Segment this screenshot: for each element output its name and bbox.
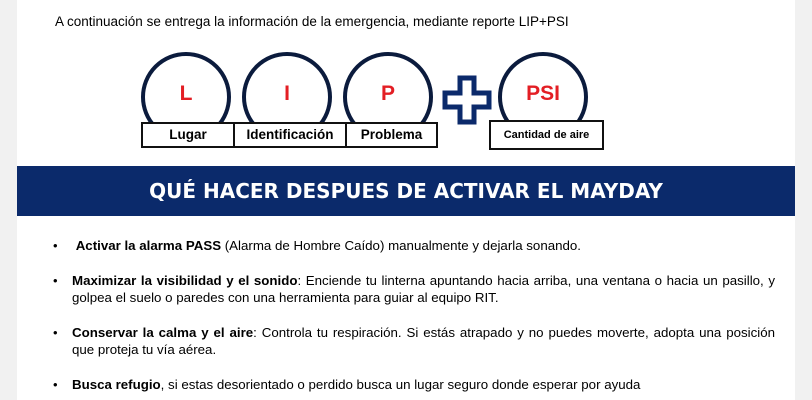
bullet-item-refugio [53, 376, 775, 394]
bullet-item-pass [53, 237, 775, 255]
psi-letter: PSI [526, 82, 560, 105]
psi-label: Cantidad de aire [489, 120, 604, 150]
bullet-bold: Busca refugio [72, 376, 161, 392]
lip-label-problema: Problema [345, 122, 438, 148]
bullet-dot: • [53, 238, 58, 253]
bullet-text: , si estas desorientado o perdido busca un lugar seguro donde esperar por ayuda [160, 376, 641, 392]
bullet-list [53, 237, 775, 400]
intro-text: A continuación se entrega la información de la emergencia, mediante reporte LIP+PSI [55, 14, 569, 29]
bullet-text: : Enciende tu linterna apuntando hacia arriba, una ventana o hacia un pasillo, y golpea el suelo o paredes con una herramienta para guiar al equipo RIT. [72, 272, 775, 305]
bullet-dot: • [53, 272, 58, 288]
bullet-item-visibilidad [53, 272, 775, 307]
bullet-dot: • [53, 324, 58, 340]
bullet-text: (Alarma de Hombre Caído) manualmente y dejarla sonando. [221, 238, 582, 253]
section-banner: QUÉ HACER DESPUES DE ACTIVAR EL MAYDAY [17, 166, 795, 216]
lip-letter-l: L [179, 82, 193, 105]
document-page [17, 0, 795, 400]
lip-letter-i: I [284, 82, 290, 105]
plus-icon [441, 74, 493, 126]
lip-label-identificacion: Identificación [233, 122, 347, 148]
bullet-item-calma [53, 324, 775, 359]
bullet-bold: Maximizar la visibilidad y el sonido [72, 272, 298, 288]
lip-letter-p: P [380, 82, 395, 105]
bullet-dot: • [53, 376, 58, 392]
bullet-text: : Controla tu respiración. Si estás atrapado y no puedes moverte, adopta una posición que proteja tu vía aérea. [72, 324, 775, 357]
bullet-bold: Conservar la calma y el aire [72, 324, 254, 340]
lip-label-lugar: Lugar [141, 122, 235, 148]
bullet-bold: Activar la alarma PASS [75, 238, 222, 253]
